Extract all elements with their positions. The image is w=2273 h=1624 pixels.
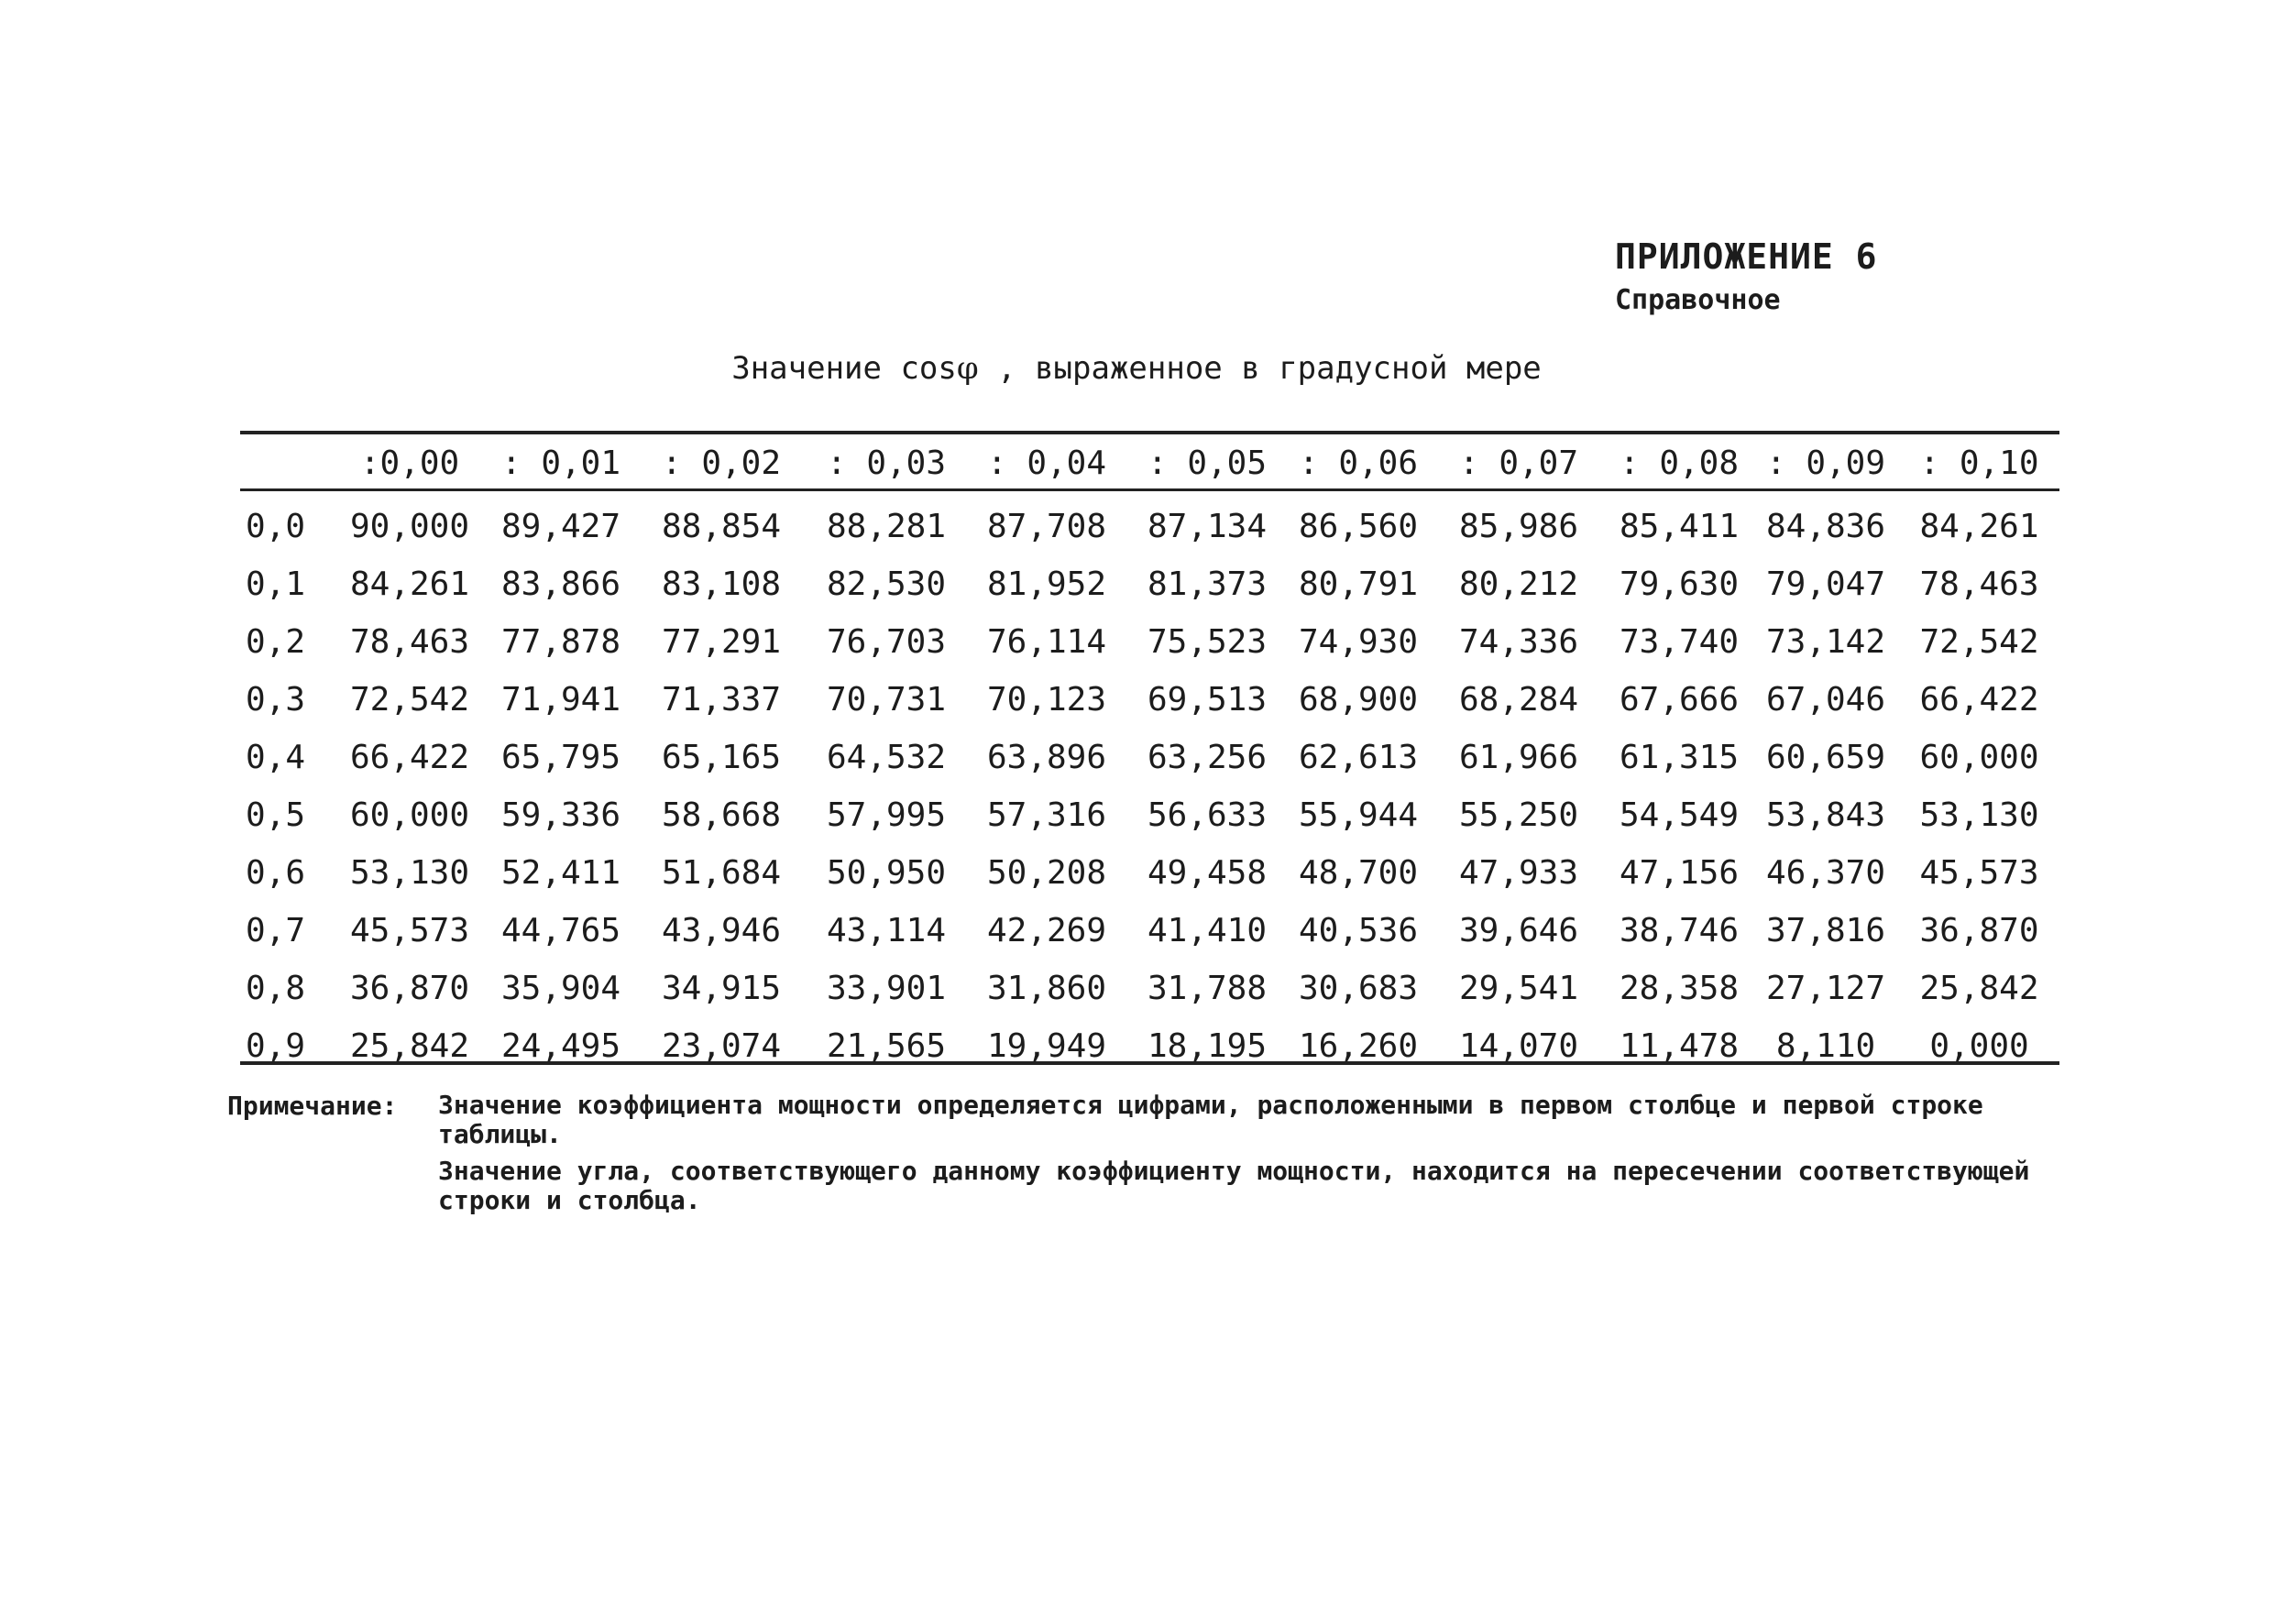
table-cell: 42,269 — [986, 912, 1107, 949]
table-cell: 78,463 — [349, 623, 470, 661]
table-cell: 84,261 — [349, 565, 470, 603]
table-cell: 57,995 — [826, 796, 947, 834]
table-cell: 34,915 — [661, 970, 782, 1007]
table-cell: 38,746 — [1619, 912, 1740, 949]
appendix-status: Справочное — [1615, 284, 1781, 316]
table-cell: 86,560 — [1298, 508, 1419, 545]
column-header: : 0,05 — [1147, 444, 1268, 482]
table-cell: 28,358 — [1619, 970, 1740, 1007]
table-row — [240, 555, 2059, 613]
row-header: 0,9 — [246, 1027, 306, 1065]
column-header: : 0,04 — [986, 444, 1107, 482]
table-cell: 73,142 — [1765, 623, 1886, 661]
table-cell: 59,336 — [500, 796, 621, 834]
row-header: 0,8 — [246, 970, 306, 1007]
table-cell: 50,950 — [826, 854, 947, 892]
table-cell: 43,114 — [826, 912, 947, 949]
table-cell: 11,478 — [1619, 1027, 1740, 1065]
row-header: 0,2 — [246, 623, 306, 661]
note-paragraph: Значение угла, соответствующего данному коэффициенту мощности, находится на пересечении соответствующей строки и столбца. — [438, 1156, 2030, 1215]
table-cell: 14,070 — [1458, 1027, 1579, 1065]
table-cell: 54,549 — [1619, 796, 1740, 834]
column-header: : 0,09 — [1765, 444, 1886, 482]
table-cell: 63,896 — [986, 739, 1107, 776]
row-header: 0,6 — [246, 854, 306, 892]
table-cell: 21,565 — [826, 1027, 947, 1065]
note-paragraph: Значение коэффициента мощности определяется цифрами, расположенными в первом столбце и первой строке таблицы. — [438, 1090, 1983, 1149]
table-cell: 63,256 — [1147, 739, 1268, 776]
table-cell: 60,659 — [1765, 739, 1886, 776]
table-cell: 61,315 — [1619, 739, 1740, 776]
column-header: : 0,02 — [661, 444, 782, 482]
table-cell: 50,208 — [986, 854, 1107, 892]
table-cell: 24,495 — [500, 1027, 621, 1065]
title-prefix: Значение cos — [731, 350, 957, 387]
table-cell: 36,870 — [1919, 912, 2039, 949]
table-cell: 79,047 — [1765, 565, 1886, 603]
title-suffix: , выраженное в градусной мере — [978, 350, 1542, 387]
table-row — [240, 844, 2059, 902]
table-cell: 41,410 — [1147, 912, 1268, 949]
table-cell: 46,370 — [1765, 854, 1886, 892]
table-cell: 45,573 — [349, 912, 470, 949]
table-header-row — [240, 434, 2059, 491]
table-cell: 25,842 — [1919, 970, 2039, 1007]
table-cell: 37,816 — [1765, 912, 1886, 949]
table-cell: 33,901 — [826, 970, 947, 1007]
table-cell: 82,530 — [826, 565, 947, 603]
table-cell: 89,427 — [500, 508, 621, 545]
table-cell: 84,261 — [1919, 508, 2039, 545]
table-cell: 25,842 — [349, 1027, 470, 1065]
note-label: Примечание: — [227, 1091, 398, 1121]
column-header: : 0,08 — [1619, 444, 1740, 482]
appendix-number: ПРИЛОЖЕНИЕ 6 — [1615, 236, 1878, 277]
table-cell: 55,250 — [1458, 796, 1579, 834]
table-cell: 61,966 — [1458, 739, 1579, 776]
table-cell: 84,836 — [1765, 508, 1886, 545]
table-row — [240, 729, 2059, 786]
table-cell: 68,900 — [1298, 681, 1419, 719]
table-cell: 52,411 — [500, 854, 621, 892]
row-header: 0,3 — [246, 681, 306, 719]
table-cell: 75,523 — [1147, 623, 1268, 661]
table-row — [240, 1017, 2059, 1075]
table-cell: 81,952 — [986, 565, 1107, 603]
table-cell: 45,573 — [1919, 854, 2039, 892]
table-cell: 57,316 — [986, 796, 1107, 834]
row-header: 0,5 — [246, 796, 306, 834]
table-cell: 53,130 — [349, 854, 470, 892]
table-cell: 68,284 — [1458, 681, 1579, 719]
table-cell: 70,731 — [826, 681, 947, 719]
table-cell: 39,646 — [1458, 912, 1579, 949]
row-header: 0,4 — [246, 739, 306, 776]
table-cell: 83,866 — [500, 565, 621, 603]
table-cell: 66,422 — [1919, 681, 2039, 719]
table-cell: 88,281 — [826, 508, 947, 545]
table-cell: 60,000 — [1919, 739, 2039, 776]
table-row — [240, 613, 2059, 671]
table-cell: 0,000 — [1929, 1027, 2029, 1065]
table-cell: 79,630 — [1619, 565, 1740, 603]
table-cell: 48,700 — [1298, 854, 1419, 892]
table-cell: 80,791 — [1298, 565, 1419, 603]
table-cell: 81,373 — [1147, 565, 1268, 603]
table-cell: 60,000 — [349, 796, 470, 834]
table-cell: 55,944 — [1298, 796, 1419, 834]
table-cell: 49,458 — [1147, 854, 1268, 892]
table-row — [240, 960, 2059, 1017]
table-cell: 19,949 — [986, 1027, 1107, 1065]
table-cell: 47,933 — [1458, 854, 1579, 892]
table-row — [240, 902, 2059, 960]
table-cell: 43,946 — [661, 912, 782, 949]
table-cell: 23,074 — [661, 1027, 782, 1065]
table-row — [240, 491, 2059, 555]
table-cell: 65,165 — [661, 739, 782, 776]
table-cell: 87,708 — [986, 508, 1107, 545]
table-cell: 71,337 — [661, 681, 782, 719]
table-cell: 16,260 — [1298, 1027, 1419, 1065]
table-cell: 70,123 — [986, 681, 1107, 719]
row-header: 0,7 — [246, 912, 306, 949]
table-cell: 53,130 — [1919, 796, 2039, 834]
table-cell: 30,683 — [1298, 970, 1419, 1007]
table-cell: 62,613 — [1298, 739, 1419, 776]
column-header: :0,00 — [359, 444, 460, 482]
table-cell: 77,291 — [661, 623, 782, 661]
table-cell: 67,046 — [1765, 681, 1886, 719]
table-cell: 69,513 — [1147, 681, 1268, 719]
table-cell: 47,156 — [1619, 854, 1740, 892]
table-cell: 35,904 — [500, 970, 621, 1007]
phi-symbol: φ — [956, 350, 979, 387]
table-cell: 72,542 — [349, 681, 470, 719]
column-header: : 0,10 — [1919, 444, 2039, 482]
page-title — [0, 350, 2273, 387]
column-header: : 0,01 — [500, 444, 621, 482]
table-cell: 29,541 — [1458, 970, 1579, 1007]
table-cell: 90,000 — [349, 508, 470, 545]
table-cell: 85,411 — [1619, 508, 1740, 545]
column-header: : 0,06 — [1298, 444, 1419, 482]
table-cell: 72,542 — [1919, 623, 2039, 661]
table-cell: 64,532 — [826, 739, 947, 776]
table-cell: 78,463 — [1919, 565, 2039, 603]
table-cell: 56,633 — [1147, 796, 1268, 834]
table-cell: 80,212 — [1458, 565, 1579, 603]
table-row — [240, 671, 2059, 729]
table-cell: 77,878 — [500, 623, 621, 661]
row-header: 0,1 — [246, 565, 306, 603]
table-cell: 18,195 — [1147, 1027, 1268, 1065]
row-header: 0,0 — [246, 508, 306, 545]
table-cell: 51,684 — [661, 854, 782, 892]
table-cell: 58,668 — [661, 796, 782, 834]
table-cell: 31,860 — [986, 970, 1107, 1007]
cos-phi-table — [240, 434, 2059, 1075]
table-cell: 40,536 — [1298, 912, 1419, 949]
table-cell: 74,930 — [1298, 623, 1419, 661]
column-header: : 0,07 — [1458, 444, 1579, 482]
table-cell: 76,114 — [986, 623, 1107, 661]
column-header: : 0,03 — [826, 444, 947, 482]
table-row — [240, 786, 2059, 844]
table-cell: 53,843 — [1765, 796, 1886, 834]
table-cell: 44,765 — [500, 912, 621, 949]
table-cell: 88,854 — [661, 508, 782, 545]
table-cell: 73,740 — [1619, 623, 1740, 661]
table-cell: 66,422 — [349, 739, 470, 776]
table-cell: 76,703 — [826, 623, 947, 661]
table-cell: 65,795 — [500, 739, 621, 776]
table-cell: 36,870 — [349, 970, 470, 1007]
table-cell: 67,666 — [1619, 681, 1740, 719]
table-cell: 74,336 — [1458, 623, 1579, 661]
table-cell: 27,127 — [1765, 970, 1886, 1007]
table-cell: 85,986 — [1458, 508, 1579, 545]
corner-cell — [240, 434, 332, 491]
table-cell: 71,941 — [500, 681, 621, 719]
table-cell: 87,134 — [1147, 508, 1268, 545]
table-cell: 83,108 — [661, 565, 782, 603]
table-cell: 31,788 — [1147, 970, 1268, 1007]
table-cell: 8,110 — [1775, 1027, 1876, 1065]
